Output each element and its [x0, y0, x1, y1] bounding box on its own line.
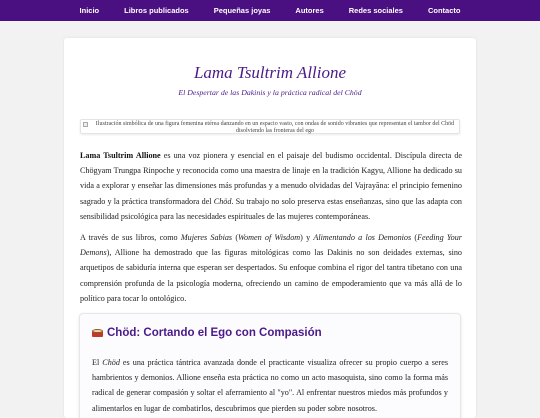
nav-link-libros-publicados[interactable]: Libros publicados	[124, 6, 189, 15]
nav-link-inicio[interactable]: Inicio	[79, 6, 100, 15]
chod-section-title	[92, 327, 322, 339]
nav-link-redes-sociales[interactable]: Redes sociales	[348, 6, 403, 15]
drum-icon	[92, 328, 103, 338]
chod-term: Chöd	[102, 358, 120, 367]
book-title-en: Women of Wisdom	[238, 233, 301, 242]
hero-image	[80, 119, 460, 134]
author-name: Lama Tsultrim Allione	[80, 151, 161, 160]
chod-section-paragraph: El Chöd es una práctica tántrica avanzada donde el practicante visualiza ofrecer su propio cuerpo a seres hambrientos y demonios. Allione enseña esta práctica no como un acto masoquista, sino como la forma más radical de generar compasión y soltar el aferramiento al "yo". Al enfrentar nuestros miedos más profundos y alimentarlos en lugar de combatirlos, descubrimos que pierden su poder sobre nosotros.	[92, 358, 448, 413]
top-navigation	[0, 0, 540, 21]
article-card	[64, 38, 476, 418]
broken-image-icon	[83, 122, 88, 127]
book-title: Mujeres Sabias	[180, 233, 233, 242]
chod-term: Chöd	[213, 196, 232, 206]
chod-section-title-text: Chöd: Cortando el Ego con Compasión	[107, 327, 322, 339]
nav-link-pequenas-joyas[interactable]: Pequeñas joyas	[213, 6, 271, 15]
chod-section-card	[79, 313, 461, 418]
nav-link-autores[interactable]: Autores	[295, 6, 324, 15]
page-title: Lama Tsultrim Allione	[193, 63, 347, 82]
book-title-en: Feeding Your Demons	[80, 233, 462, 258]
nav-link-contacto[interactable]: Contacto	[427, 6, 461, 15]
books-paragraph: A través de sus libros, como Mujeres Sabias (Women of Wisdom) y Alimentando a los Demonios (Feeding Your Demons), Allione ha demostrado que las figuras mitológicas como las Dakinis no son deidades externas, sino arquetipos de sabiduría interna que esperan ser despertados. Su enfoque combina el rigor del tantra tibetano con una comprensión profunda de la psicología moderna, ofreciendo un camino de empoderamiento que va más allá de lo político para tocar lo ontológico.	[80, 233, 462, 303]
page-subtitle: El Despertar de las Dakinis y la práctica radical del Chöd	[178, 88, 362, 97]
hero-image-alt-text: Ilustración simbólica de una figura femenina etérea danzando en un espacio vasto, con ondas de sonido vibrantes que representan el tambor del Chöd disolviendo las fronteras del ego	[95, 121, 455, 134]
intro-paragraph: Lama Tsultrim Allione es una voz pionera y esencial en el paisaje del budismo occidental. Discípula directa de Chögyam Trungpa Rinpoche y reconocida como una maestra de linaje en la tradición Kagyu, Allione ha dedicado su vida a explorar y enseñar las dimensiones más profundas y a menudo olvidadas del Vajrayāna: el principio femenino sagrado y la práctica transformadora del Chöd. Su trabajo no solo preserva estas enseñanzas, sino que las adapta con sensibilidad psicológica para las necesidades espirituales de las mujeres contemporáneas.	[80, 151, 462, 221]
book-title: Alimentando a los Demonios	[313, 233, 412, 242]
